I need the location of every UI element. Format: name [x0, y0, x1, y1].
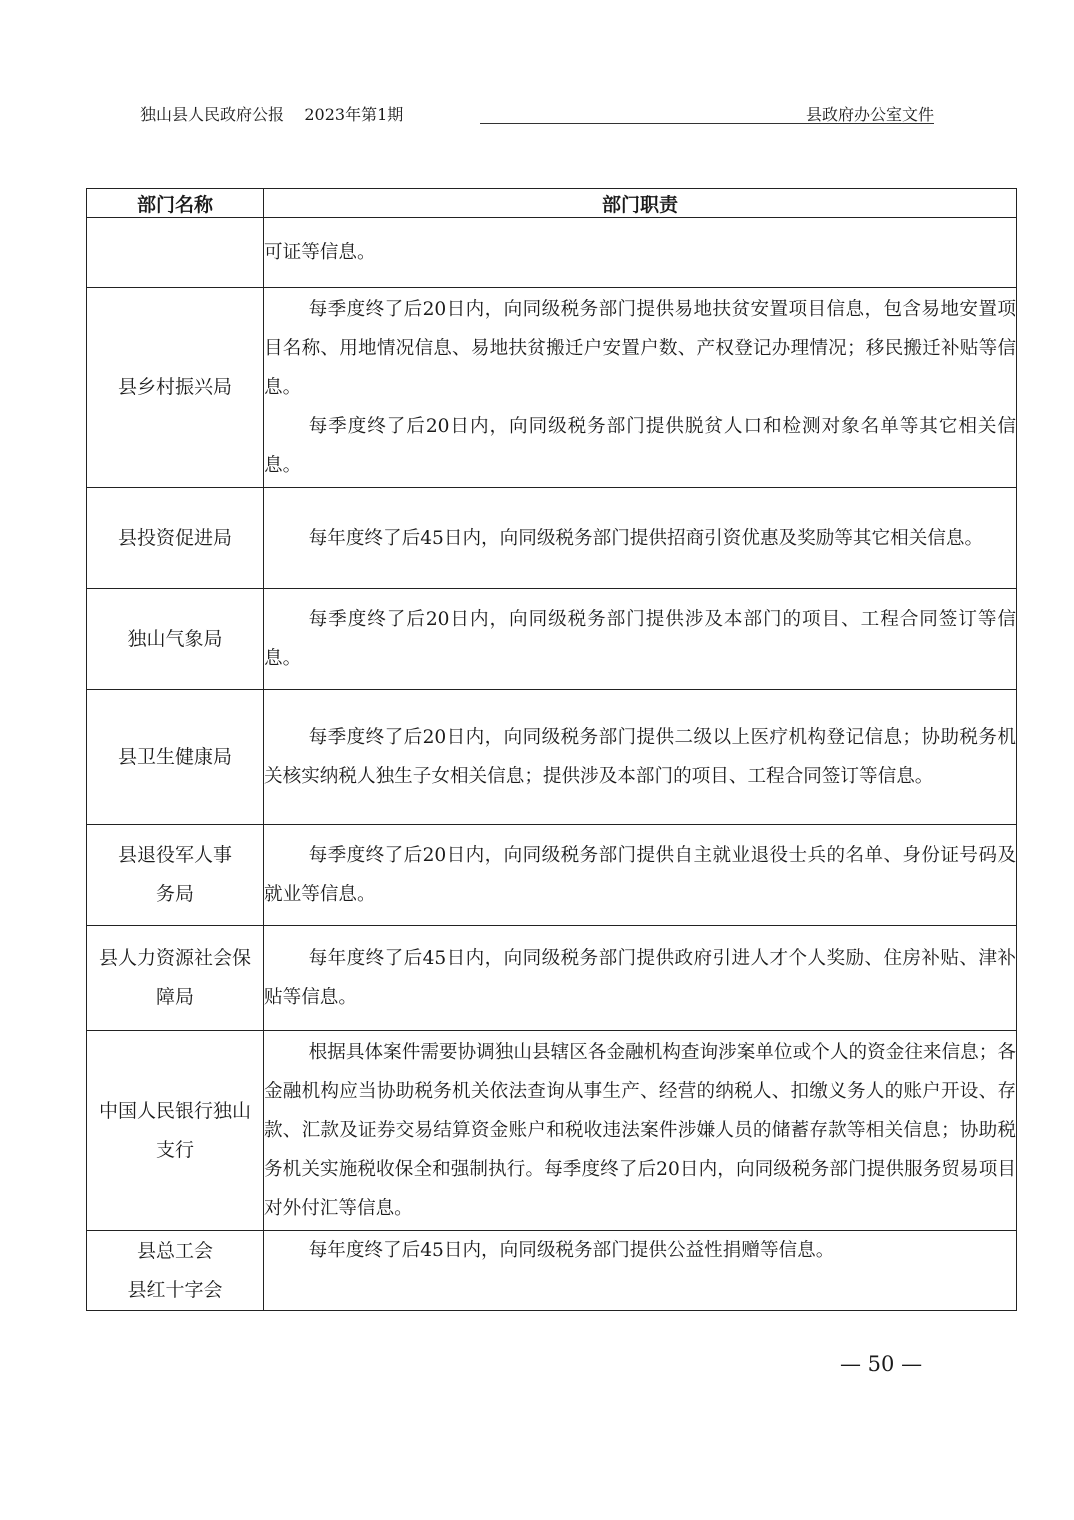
- duty-paragraph: 每季度终了后20日内，向同级税务部门提供涉及本部门的项目、工程合同签订等信息。: [264, 609, 1016, 669]
- duty-paragraph: 根据具体案件需要协调独山县辖区各金融机构查询涉案单位或个人的资金往来信息；各金融机构应当协助税务机关依法查询从事生产、经营的纳税人、扣缴义务人的账户开设、存款、汇款及证券交易结算资金账户和税收违法案件涉嫌人员的储蓄存款等相关信息；协助税务机关实施税收保全和强制执行。每季度终了后20日内，向同级税务部门提供服务贸易项目对外付汇等信息。: [264, 1042, 1016, 1219]
- column-header-duty: 部门职责: [264, 189, 1017, 218]
- department-duty: [264, 825, 1017, 926]
- section-title: 县政府办公室文件: [805, 105, 934, 124]
- table-row: [87, 926, 1017, 1031]
- department-duty: [264, 288, 1017, 488]
- table-row: [87, 488, 1017, 589]
- page-header: [140, 102, 934, 126]
- department-duty: [264, 690, 1017, 825]
- page-number: — 50 —: [840, 1352, 923, 1376]
- department-duty: [264, 589, 1017, 690]
- table-row: [87, 690, 1017, 825]
- header-rule: [480, 123, 934, 124]
- duty-paragraph: 每季度终了后20日内，向同级税务部门提供脱贫人口和检测对象名单等其它相关信息。: [264, 416, 1016, 476]
- table-row: [87, 1231, 1017, 1311]
- gazette-title: 独山县人民政府公报 2023年第1期: [140, 105, 404, 124]
- duty-paragraph: 每季度终了后20日内，向同级税务部门提供二级以上医疗机构登记信息；协助税务机关核实纳税人独生子女相关信息；提供涉及本部门的项目、工程合同签订等信息。: [264, 727, 1016, 787]
- duty-paragraph: 每季度终了后20日内，向同级税务部门提供易地扶贫安置项目信息，包含易地安置项目名称、用地情况信息、易地扶贫搬迁户安置户数、产权登记办理情况；移民搬迁补贴等信息。: [264, 299, 1016, 398]
- department-name: 中国人民银行独山支行: [87, 1031, 264, 1231]
- duty-paragraph: 可证等信息。: [264, 242, 376, 263]
- department-duty: [264, 1231, 1017, 1311]
- department-duty: [264, 218, 1017, 288]
- table-row: [87, 1031, 1017, 1231]
- department-name: 县投资促进局: [87, 488, 264, 589]
- duty-paragraph: 每年度终了后45日内，向同级税务部门提供公益性捐赠等信息。: [308, 1240, 835, 1261]
- department-name: 县卫生健康局: [87, 690, 264, 825]
- department-name: 县退役军人事务局: [87, 825, 264, 926]
- table-header-row: [87, 189, 1017, 218]
- department-name: 县人力资源社会保障局: [87, 926, 264, 1031]
- column-header-name: 部门名称: [87, 189, 264, 218]
- table-row: [87, 589, 1017, 690]
- department-name: 县总工会 县红十字会: [87, 1231, 264, 1311]
- department-duty: [264, 926, 1017, 1031]
- table-row: [87, 288, 1017, 488]
- department-duty: [264, 488, 1017, 589]
- table-row: [87, 825, 1017, 926]
- duty-paragraph: 每年度终了后45日内，向同级税务部门提供招商引资优惠及奖励等其它相关信息。: [308, 527, 984, 549]
- department-duty-table: [86, 188, 1017, 1311]
- department-name: 独山气象局: [87, 589, 264, 690]
- table-row: [87, 218, 1017, 288]
- duty-paragraph: 每年度终了后45日内，向同级税务部门提供政府引进人才个人奖励、住房补贴、津补贴等信息。: [264, 948, 1016, 1008]
- department-name: 县乡村振兴局: [87, 288, 264, 488]
- department-name: [87, 218, 264, 288]
- department-duty: [264, 1031, 1017, 1231]
- duty-paragraph: 每季度终了后20日内，向同级税务部门提供自主就业退役士兵的名单、身份证号码及就业等信息。: [264, 845, 1016, 905]
